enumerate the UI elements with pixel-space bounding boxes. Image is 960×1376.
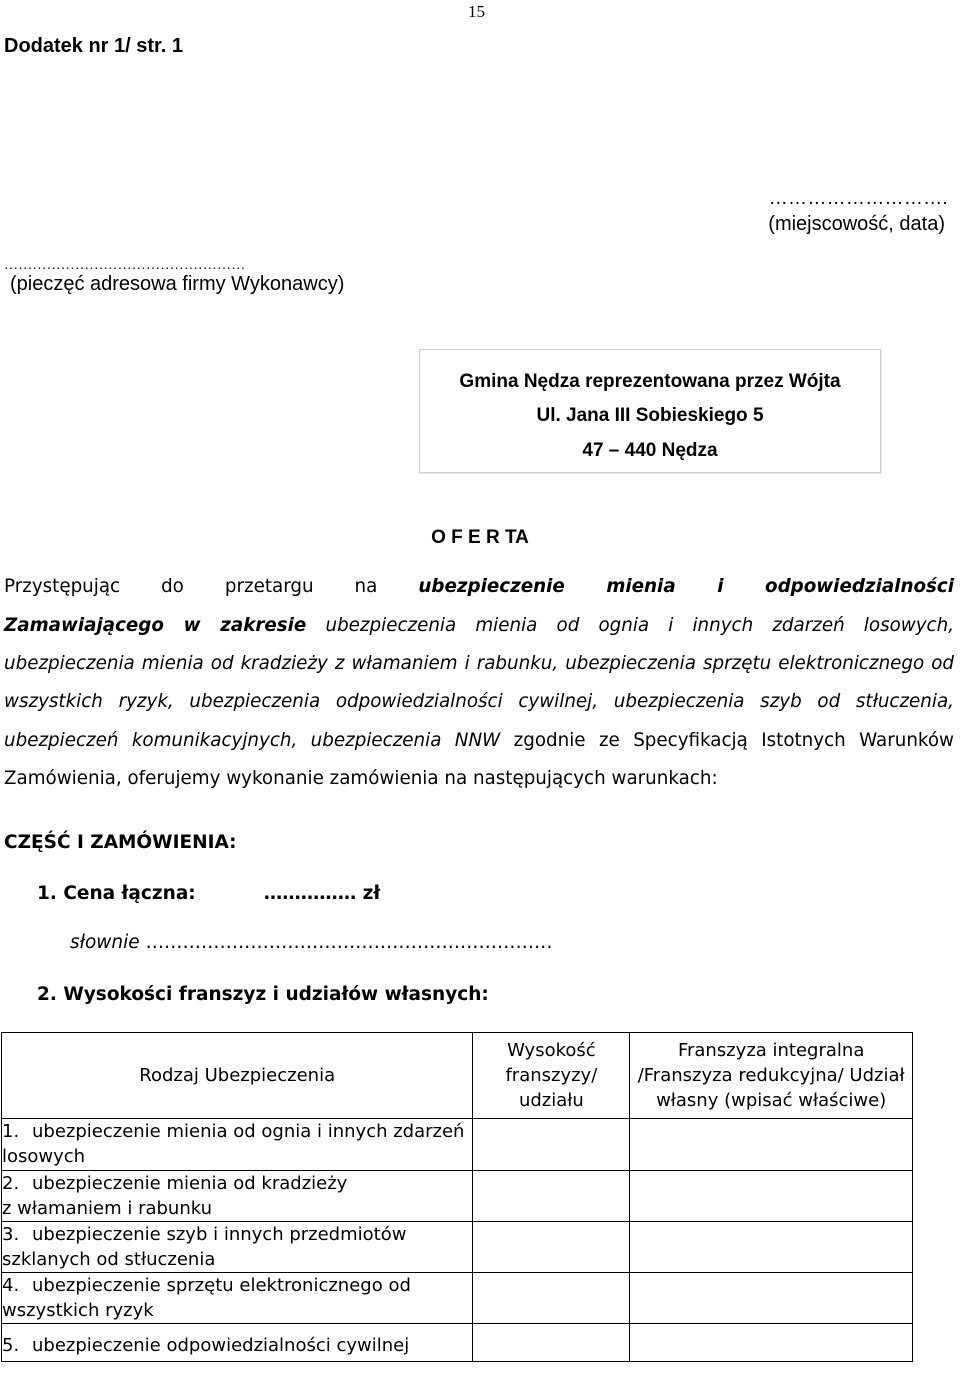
offer-text: Przystępując do przetargu na [4,576,419,597]
insurance-table [1,1032,913,1362]
header-amount-line-1: Wysokość [507,1040,596,1061]
header-amount-line-2: franszyzy/ [505,1065,598,1086]
franchise-input-cell[interactable] [630,1324,913,1362]
row-number: 1. [2,1121,20,1142]
row-label-continued: z włamaniem i rabunku [2,1198,213,1219]
offer-title: O F E R TA [431,527,529,548]
row-number: 2. [2,1173,20,1194]
place-date-label: (miejscowość, data) [768,213,945,235]
recipient-line-2: Ul. Jana III Sobieskiego 5 [536,405,764,426]
recipient-line-3: 47 – 440 Nędza [582,440,718,461]
offer-paragraph-line-6: Zamówienia, oferujemy wykonanie zamówienia na następujących warunkach: [4,768,718,789]
header-amount [473,1033,630,1119]
header-franchise-line-3: własny (wpisać właściwe) [656,1090,887,1111]
offer-paragraph-line-5 [4,730,954,751]
page-number: 15 [468,2,485,21]
insurance-type-cell [2,1171,473,1222]
offer-text-emphasis: Zamawiającego w zakresie [4,615,307,636]
offer-text-italic: ubezpieczeń komunikacyjnych, ubezpieczenia NNW [4,730,501,751]
price-in-words-dots: ………………………………………………………… [145,932,553,953]
amount-input-cell[interactable] [473,1119,630,1171]
row-label-continued: losowych [2,1146,86,1167]
stamp-label: (pieczęć adresowa firmy Wykonawcy) [10,273,345,295]
offer-text-italic: ubezpieczenia mienia od ognia i innych zdarzeń losowych, [306,615,954,636]
insurance-type-cell [2,1222,473,1273]
total-price-value: …………… zł [263,883,381,904]
table-row [2,1171,913,1222]
amount-input-cell[interactable] [473,1273,630,1324]
table-row [2,1119,913,1171]
franchise-input-cell[interactable] [630,1171,913,1222]
table-row [2,1324,913,1362]
amount-input-cell[interactable] [473,1171,630,1222]
offer-paragraph-line-2 [4,615,954,636]
insurance-type-cell [2,1273,473,1324]
franchise-input-cell[interactable] [630,1119,913,1171]
total-price-line [37,883,380,904]
row-label: ubezpieczenie szyb i innych przedmiotów [32,1224,407,1245]
section-heading: CZĘŚĆ I ZAMÓWIENIA: [4,832,237,853]
price-in-words-line [70,932,553,953]
recipient-line-1: Gmina Nędza reprezentowana przez Wójta [459,371,841,392]
row-label-continued: wszystkich ryzyk [2,1300,154,1321]
place-date-dots: ………………………. [768,188,948,209]
amount-input-cell[interactable] [473,1324,630,1362]
row-number: 4. [2,1275,20,1296]
deductibles-heading: 2. Wysokości franszyz i udziałów własnych: [37,984,489,1005]
row-label: ubezpieczenie mienia od ognia i innych zdarzeń [32,1121,465,1142]
offer-text-emphasis: ubezpieczenie mienia i odpowiedzialności [418,576,955,597]
price-in-words-label: słownie [70,932,140,953]
franchise-input-cell[interactable] [630,1222,913,1273]
stamp-dots: …………………………………………… [4,258,246,273]
recipient-address-box [419,349,881,473]
total-price-label: 1. Cena łączna: [37,883,196,904]
header-franchise-line-1: Franszyza integralna [677,1040,865,1061]
offer-paragraph-line-4: wszystkich ryzyk, ubezpieczenia odpowiedzialności cywilnej, ubezpieczenia szyb od stłuczenia, [4,691,954,712]
header-franchise-line-2: /Franszyza redukcyjna/ Udział [637,1065,905,1086]
insurance-type-cell [2,1119,473,1171]
table-row [2,1222,913,1273]
row-label: ubezpieczenie odpowiedzialności cywilnej [32,1335,410,1356]
offer-paragraph-line-1 [4,576,954,597]
offer-paragraph-line-3: ubezpieczenia mienia od kradzieży z włamaniem i rabunku, ubezpieczenia sprzętu elektronicznego od [4,653,954,674]
row-label: ubezpieczenie mienia od kradzieży [32,1173,348,1194]
row-label-continued: szklanych od stłuczenia [2,1249,216,1270]
table-header-row [2,1033,913,1119]
insurance-type-cell [2,1324,473,1362]
row-number: 3. [2,1224,20,1245]
table-row [2,1273,913,1324]
row-number: 5. [2,1335,20,1356]
header-franchise-type [630,1033,913,1119]
row-label: ubezpieczenie sprzętu elektronicznego od [32,1275,411,1296]
amount-input-cell[interactable] [473,1222,630,1273]
offer-text: zgodnie ze Specyfikacją Istotnych Warunków [500,730,954,751]
header-amount-line-3: udziału [518,1090,584,1111]
header-insurance-type: Rodzaj Ubezpieczenia [2,1033,473,1119]
franchise-input-cell[interactable] [630,1273,913,1324]
attachment-title: Dodatek nr 1/ str. 1 [4,35,183,57]
